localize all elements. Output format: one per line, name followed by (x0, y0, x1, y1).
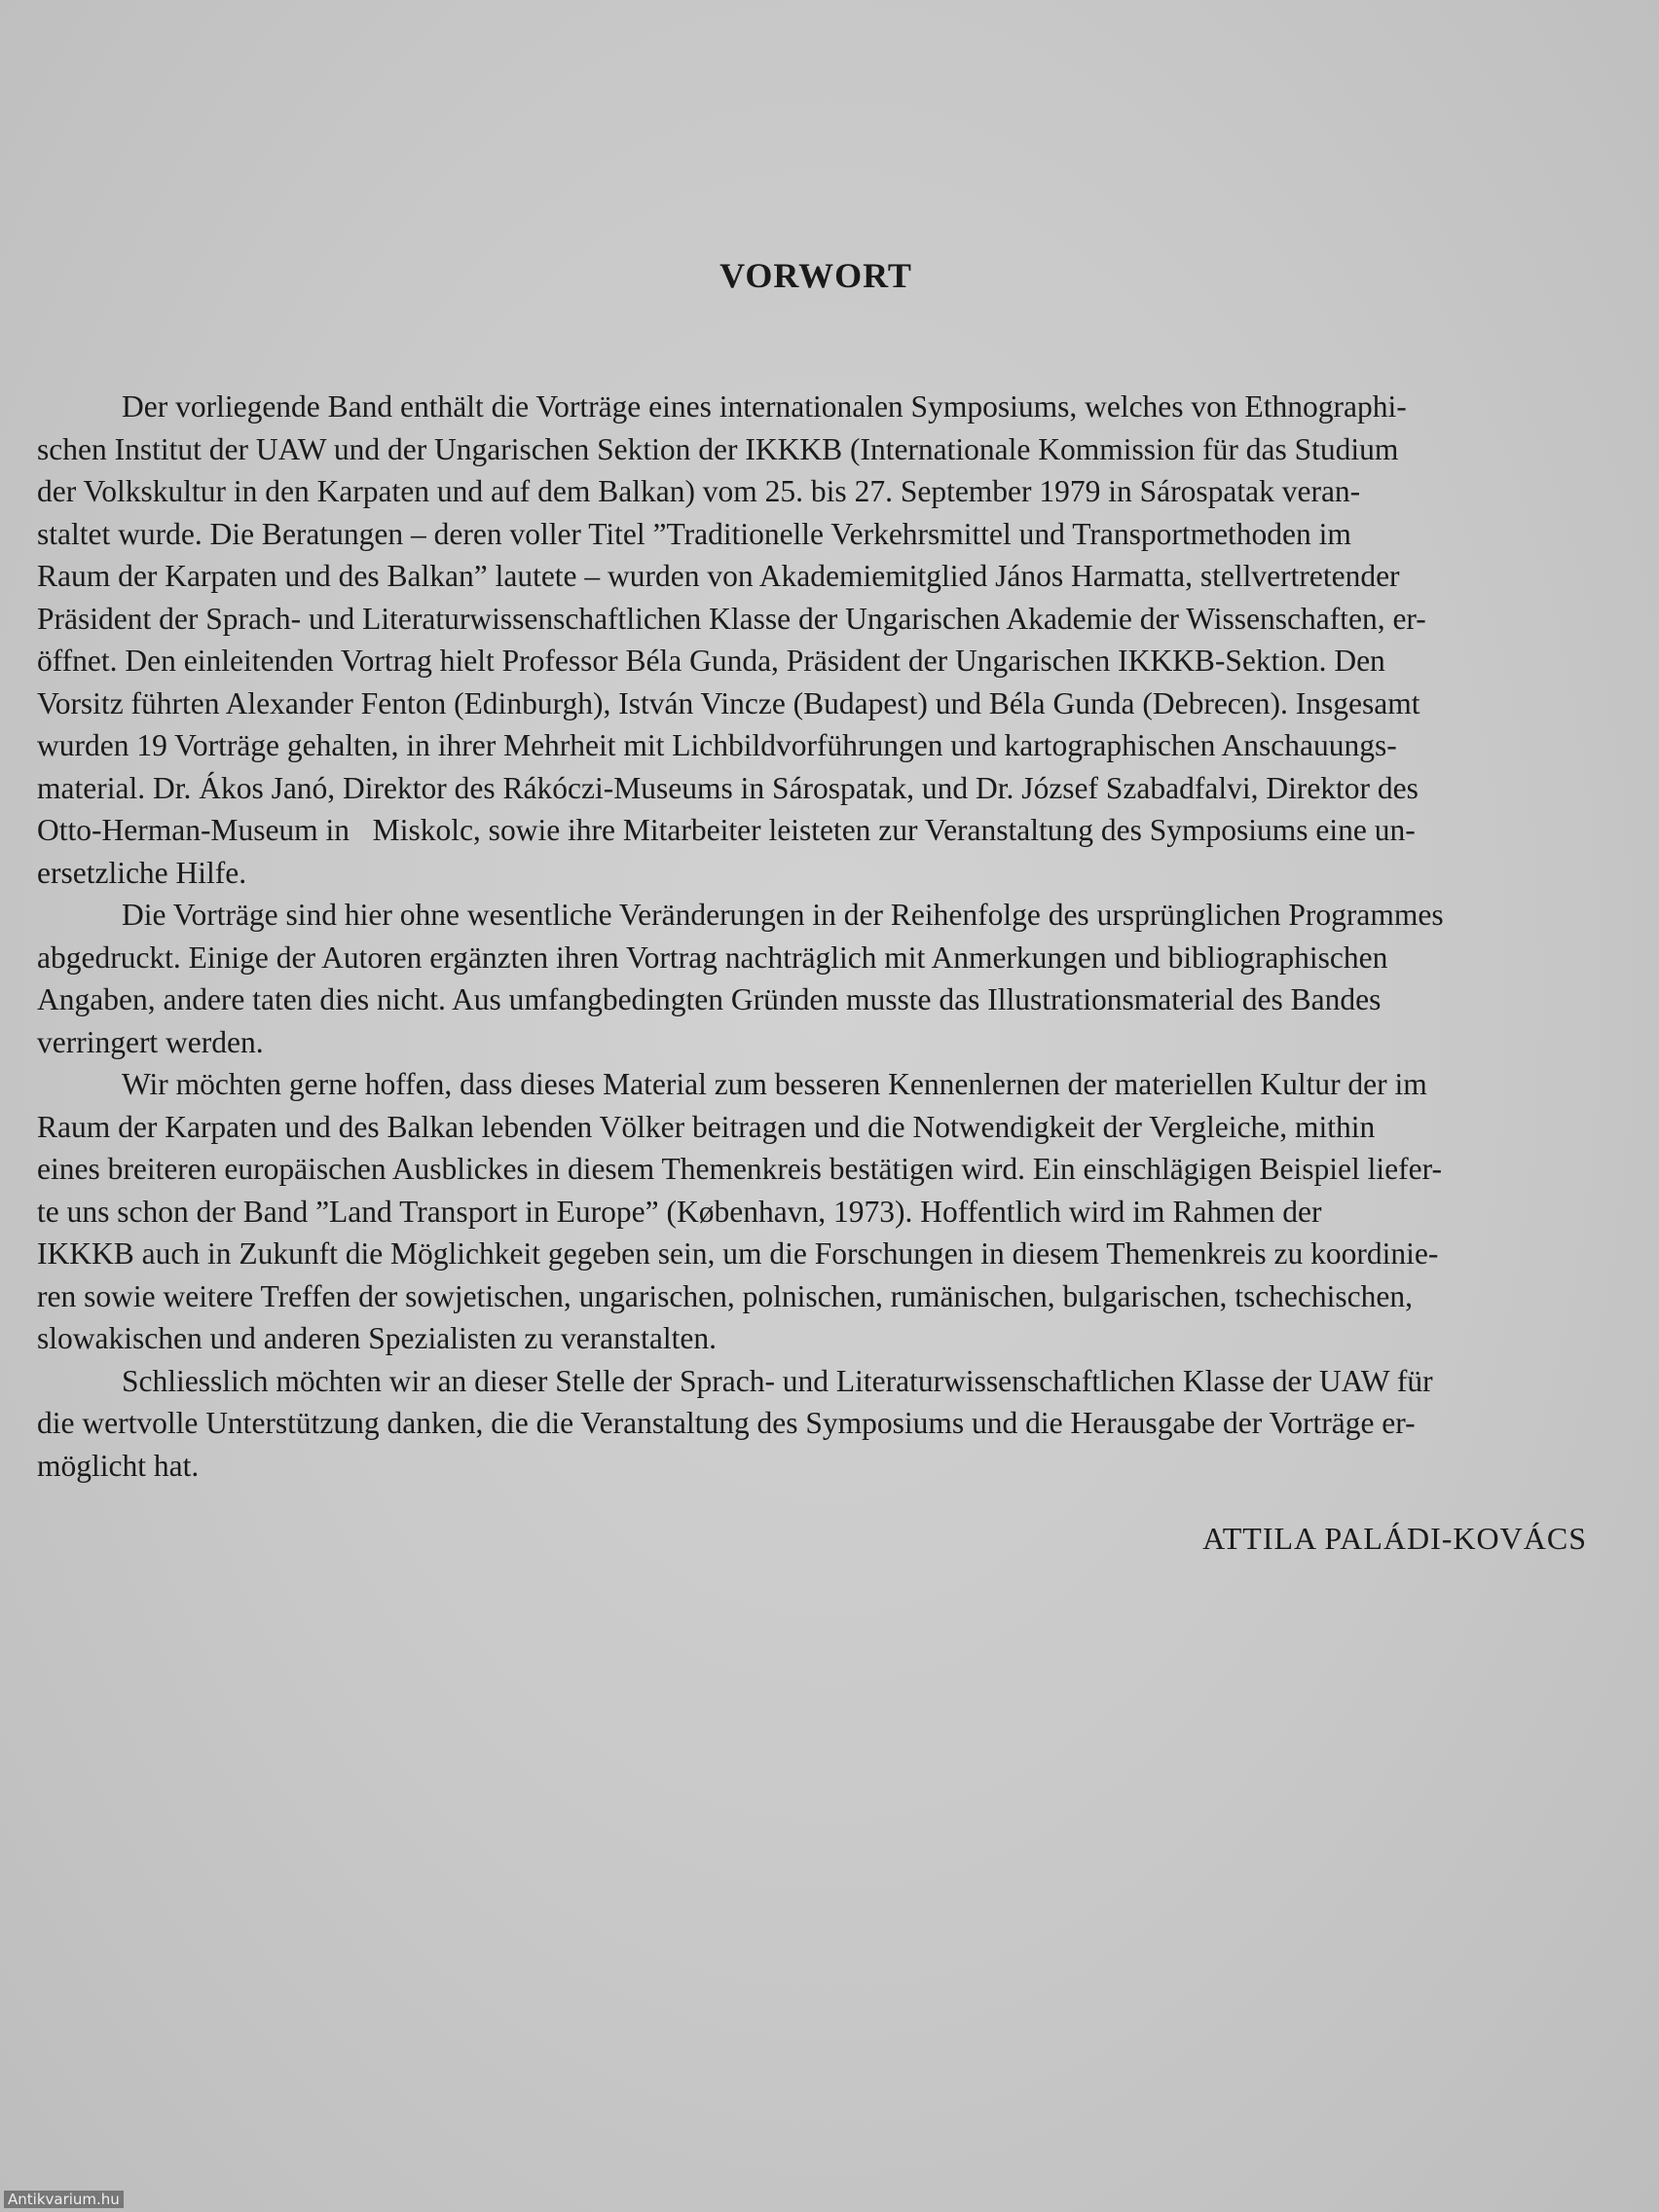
text-line: IKKKB auch in Zukunft die Möglichkeit gegeben sein, um die Forschungen in diesem Themenkreis zu koordinie- (37, 1236, 1439, 1271)
text-line: eines breiteren europäischen Ausblickes in diesem Themenkreis bestätigen wird. Ein einschlägigen Beispiel liefer- (37, 1152, 1442, 1186)
text-line: Die Vorträge sind hier ohne wesentliche Veränderungen in der Reihenfolge des ursprünglichen Programmes (122, 898, 1444, 932)
text-line: ersetzliche Hilfe. (37, 855, 247, 890)
page-title: VORWORT (719, 256, 912, 295)
text-line: Otto-Herman-Museum in Miskolc, sowie ihre Mitarbeiter leisteten zur Veranstaltung des Symposiums eine un- (37, 813, 1416, 847)
text-line: Raum der Karpaten und des Balkan lebenden Völker beitragen und die Notwendigkeit der Vergleiche, mithin (37, 1109, 1376, 1144)
text-line: ren sowie weitere Treffen der sowjetischen, ungarischen, polnischen, rumänischen, bulgarischen, tschechischen, (37, 1278, 1413, 1313)
text-line: Raum der Karpaten und des Balkan” lautete – wurden von Akademiemitglied János Harmatta, stellvertretender (37, 559, 1400, 593)
text-line: te uns schon der Band ”Land Transport in Europe” (København, 1973). Hoffentlich wird im Rahmen der (37, 1194, 1322, 1229)
text-line: material. Dr. Ákos Janó, Direktor des Rákóczi-Museums in Sárospatak, und Dr. József Szabadfalvi, Direktor des (37, 770, 1419, 805)
text-line: Vorsitz führten Alexander Fenton (Edinburgh), István Vincze (Budapest) und Béla Gunda (Debrecen). Insgesamt (37, 685, 1420, 720)
paragraph (37, 386, 1624, 894)
text-line: abgedruckt. Einige der Autoren ergänzten ihren Vortrag nachträglich mit Anmerkungen und bibliographischen (37, 940, 1388, 975)
text-line: möglicht hat. (37, 1448, 200, 1483)
text-line: schen Institut der UAW und der Ungarischen Sektion der IKKKB (Internationale Kommission für das Studium (37, 431, 1399, 466)
paragraph (37, 894, 1624, 1063)
text-line: der Volkskultur in den Karpaten und auf dem Balkan) vom 25. bis 27. September 1979 in Sárospatak veran- (37, 474, 1361, 508)
site-watermark: Antikvarium.hu (4, 2191, 124, 2208)
text-line: Angaben, andere taten dies nicht. Aus umfangbedingten Gründen musste das Illustrationsmaterial des Bandes (37, 982, 1382, 1016)
text-line: die wertvolle Unterstützung danken, die die Veranstaltung des Symposiums und die Herausgabe der Vorträge er- (37, 1406, 1416, 1440)
text-line: wurden 19 Vorträge gehalten, in ihrer Mehrheit mit Lichbildvorführungen und kartographischen Anschauungs- (37, 728, 1397, 762)
text-line: slowakischen und anderen Spezialisten zu veranstalten. (37, 1321, 718, 1355)
paragraph (37, 1360, 1624, 1488)
text-line: Präsident der Sprach- und Literaturwissenschaftlichen Klasse der Ungarischen Akademie der Wissenschaften, er- (37, 601, 1426, 636)
paragraph (37, 1063, 1624, 1360)
text-line: Der vorliegende Band enthält die Vorträge eines internationalen Symposiums, welches von Ethnographi- (122, 389, 1407, 424)
text-line: Schliesslich möchten wir an dieser Stelle der Sprach- und Literaturwissenschaftlichen Klasse der UAW für (122, 1363, 1433, 1398)
text-line: öffnet. Den einleitenden Vortrag hielt Professor Béla Gunda, Präsident der Ungarischen IKKKB-Sektion. Den (37, 644, 1385, 678)
text-line: staltet wurde. Die Beratungen – deren voller Titel ”Traditionelle Verkehrsmittel und Transportmethoden im (37, 516, 1351, 551)
preface-body (37, 386, 1624, 1487)
author-signature: ATTILA PALÁDI-KOVÁCS (1202, 1521, 1587, 1556)
text-line: Wir möchten gerne hoffen, dass dieses Material zum besseren Kennenlernen der materiellen Kultur der im (122, 1067, 1427, 1101)
text-line: verringert werden. (37, 1024, 264, 1059)
